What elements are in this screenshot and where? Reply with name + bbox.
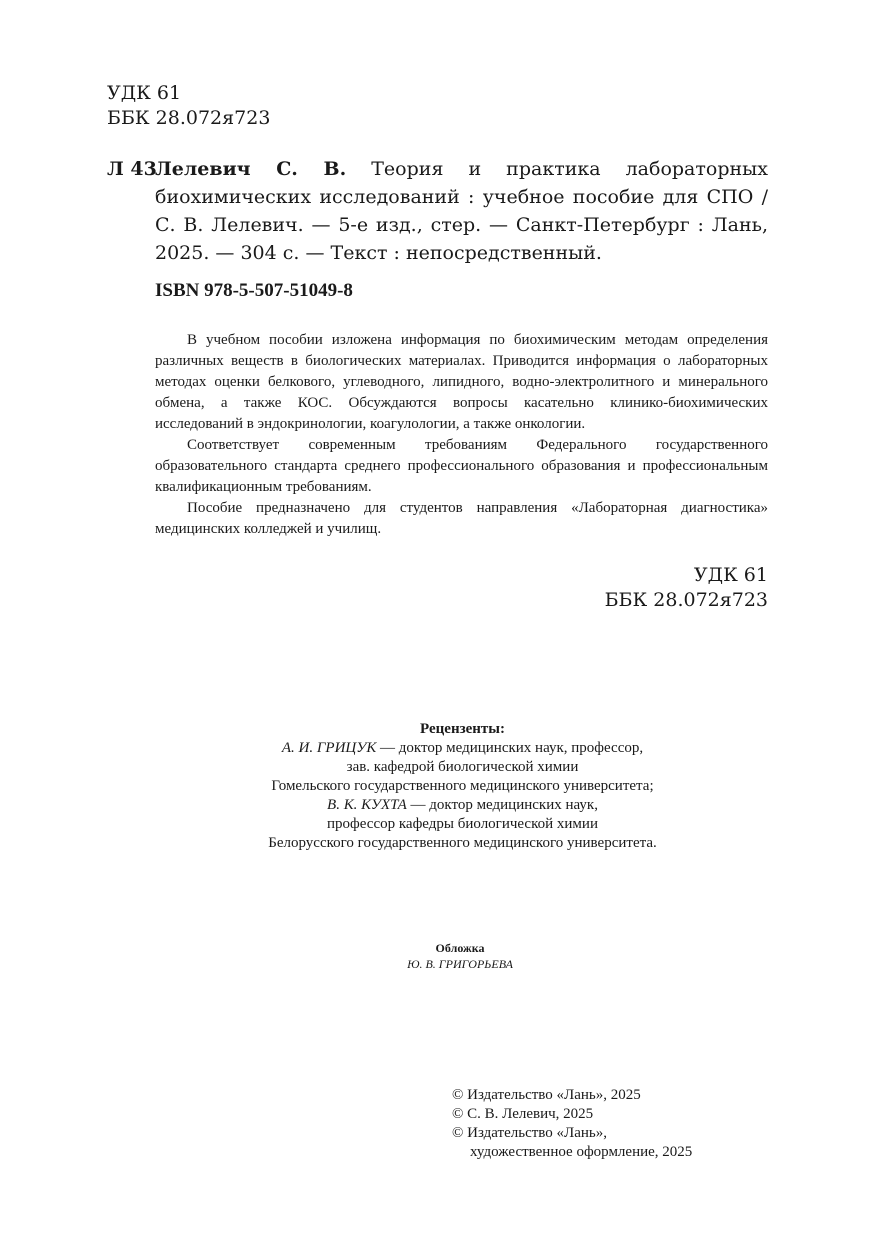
annotation [155, 330, 768, 540]
udk-code: УДК 61 [693, 564, 768, 586]
copyright-line: © Издательство «Лань», [452, 1125, 607, 1141]
annotation-paragraph: Пособие предназначено для студентов направления «Лабораторная диагностика» медицинских колледжей и училищ. [155, 500, 768, 537]
author-mark: Л 43 [107, 158, 157, 180]
author-name: Лелевич С. В. [155, 158, 347, 180]
reviewer-2-position: профессор кафедры биологической химии [327, 816, 598, 832]
reviewer-1 [175, 739, 750, 758]
reviewer-2-affiliation: Белорусского государственного медицинского университета. [268, 835, 657, 851]
cover-designer: Ю. В. ГРИГОРЬЕВА [407, 957, 513, 971]
annotation-paragraph: Соответствует современным требованиям Федерального государственного образовательного стандарта среднего профессионального образования и профессиональным квалификационным требованиям. [155, 437, 768, 495]
copyright-line: художественное оформление, 2025 [470, 1144, 693, 1160]
reviewer-1-affiliation: Гомельского государственного медицинского университета; [271, 778, 654, 794]
reviewer-1-title: — доктор медицинских наук, профессор, [376, 740, 644, 756]
cover-heading: Обложка [435, 941, 485, 955]
udk-code: УДК 61 [107, 82, 182, 104]
copyright-block [452, 1086, 692, 1162]
bibliographic-text [155, 155, 768, 267]
reviewer-1-name: А. И. ГРИЦУК [281, 740, 377, 756]
annotation-paragraph: В учебном пособии изложена информация по биохимическим методам определения различных веществ в биологических материалах. Приводится информация о лабораторных методах оценки белкового, углеводного, липидного, водно-электролитного и минерального обмена, а также КОС. Обсуждаются вопросы касательно клинико-биохимических исследований в эндокринологии, коагулологии, а также онкологии. [155, 332, 768, 432]
cover-credit [310, 940, 610, 972]
classification-codes-top [107, 81, 270, 131]
reviewer-2-title: — доктор медицинских наук, [406, 797, 598, 813]
classification-codes-bottom [520, 563, 768, 613]
bbk-code: ББК 28.072я723 [604, 589, 768, 611]
isbn: ISBN 978-5-507-51049-8 [155, 280, 353, 301]
reviewer-2-name: В. К. КУХТА [327, 797, 407, 813]
reviewers-block [175, 720, 750, 853]
bibliographic-record [107, 155, 768, 267]
bibliographic-description: Теория и практика лабораторных биохимических исследований : учебное пособие для СПО / С. В. Лелевич. — 5-е изд., стер. — Санкт-Петербург : Лань, 2025. — 304 с. — Текст : непосредственный. [155, 158, 768, 264]
copyright-line: © С. В. Лелевич, 2025 [452, 1106, 594, 1122]
reviewer-1-position: зав. кафедрой биологической химии [346, 759, 579, 775]
reviewer-2 [175, 796, 750, 815]
bbk-code: ББК 28.072я723 [107, 107, 271, 129]
reviewers-heading: Рецензенты: [420, 721, 505, 737]
copyright-line: © Издательство «Лань», 2025 [452, 1087, 641, 1103]
